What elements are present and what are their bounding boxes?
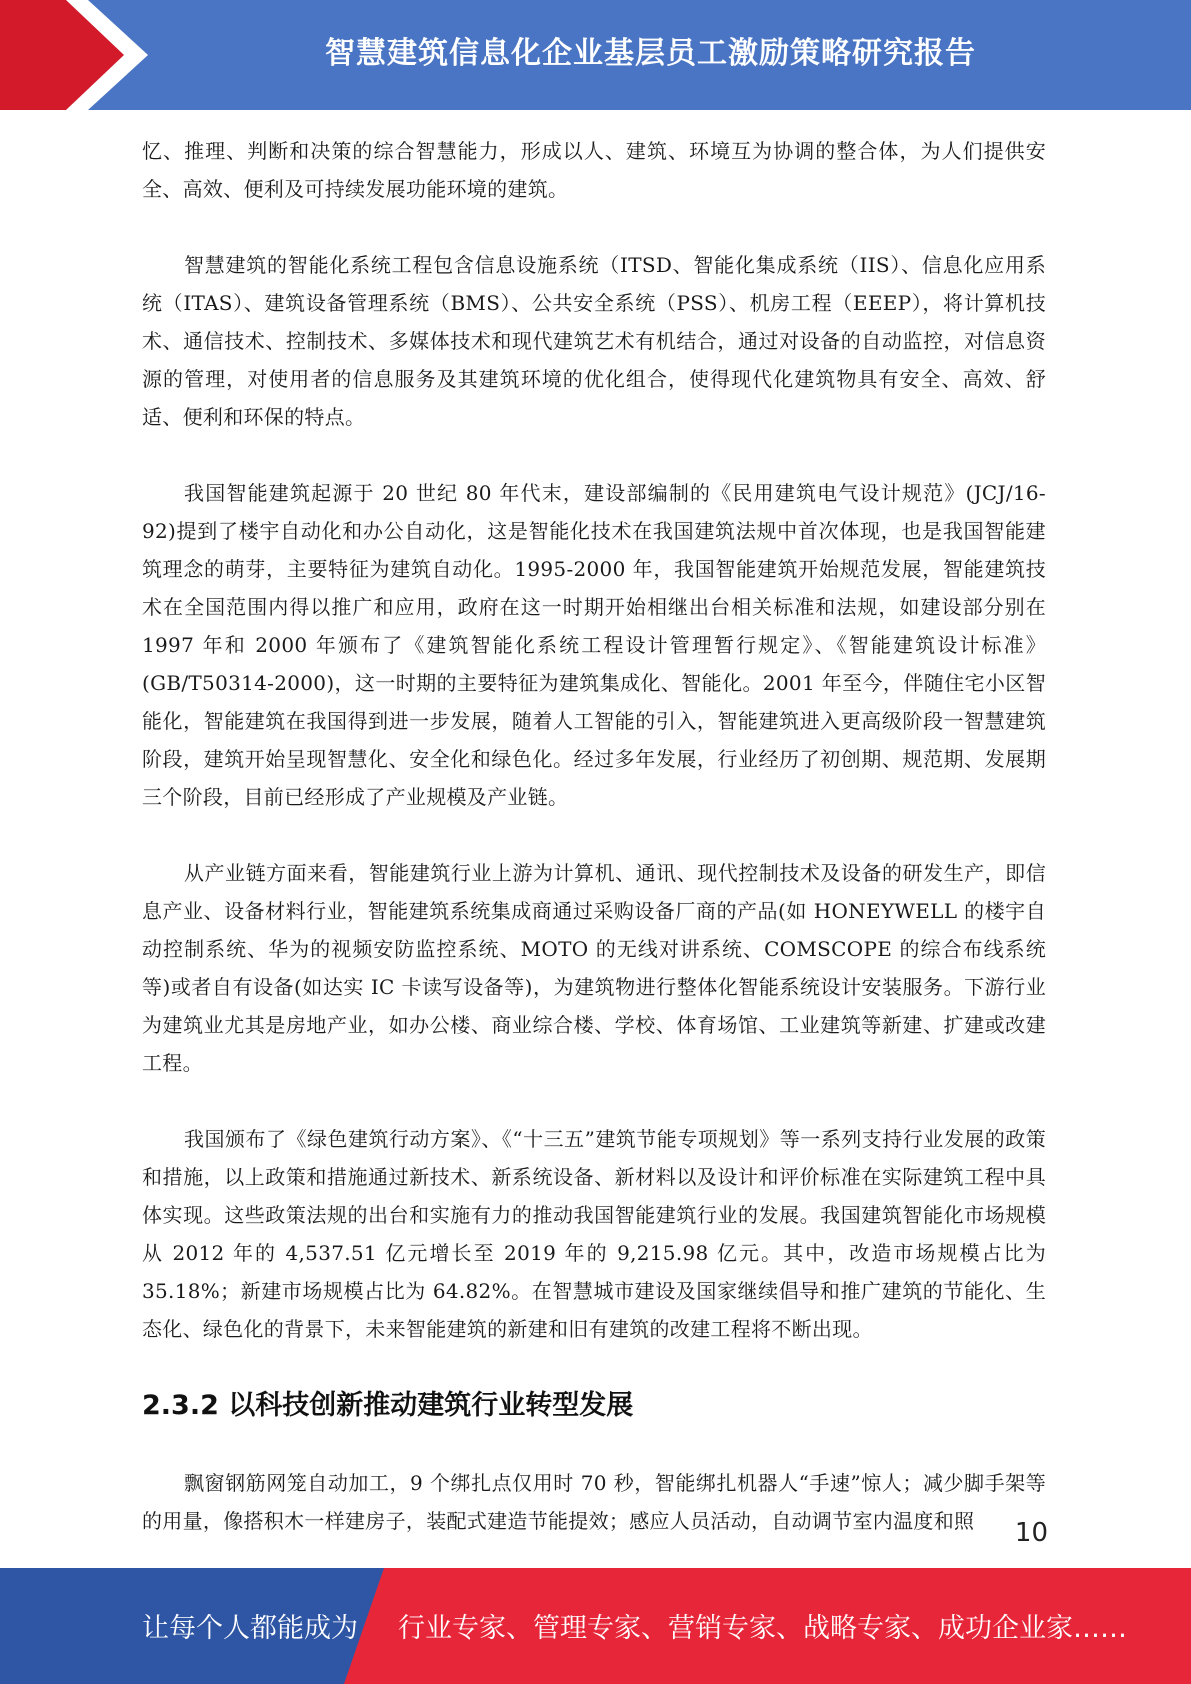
- page-footer: [0, 1568, 1191, 1684]
- paragraph-continuation: 忆、推理、判断和决策的综合智慧能力，形成以人、建筑、环境互为协调的整合体，为人们提供安全、高效、便利及可持续发展功能环境的建筑。: [142, 139, 1046, 201]
- paragraph-tech-innovation: 飘窗钢筋网笼自动加工，9 个绑扎点仅用时 70 秒，智能绑扎机器人“手速”惊人；减少脚手架等的用量，像搭积木一样建房子，装配式建造节能提效；感应人员活动，自动调节室内温度和照: [142, 1471, 1046, 1533]
- report-title: 智慧建筑信息化企业基层员工激励策略研究报告: [325, 36, 976, 71]
- page-header: [0, 0, 1191, 110]
- page-number: 10: [1014, 1518, 1048, 1548]
- section-heading: 2.3.2 以科技创新推动建筑行业转型发展: [142, 1390, 634, 1421]
- paragraph-history: 我国智能建筑起源于 20 世纪 80 年代末，建设部编制的《民用建筑电气设计规范》(JCJ/16-92)提到了楼宇自动化和办公自动化，这是智能化技术在我国建筑法规中首次体现，也是我国智能建筑理念的萌芽，主要特征为建筑自动化。1995-2000 年，我国智能建筑开始规范发展，智能建筑技术在全国范围内得以推广和应用，政府在这一时期开始相继出台相关标准和法规，如建设部分别在 1997 年和 2000 年颁布了《建筑智能化系统工程设计管理暂行规定》、《智能建筑设计标准》(GB/T50314-2000)，这一时期的主要特征为建筑集成化、智能化。2001 年至今，伴随住宅小区智能化，智能建筑在我国得到进一步发展，随着人工智能的引入，智能建筑进入更高级阶段一智慧建筑阶段，建筑开始呈现智慧化、安全化和绿色化。经过多年发展，行业经历了初创期、规范期、发展期三个阶段，目前已经形成了产业规模及产业链。: [142, 481, 1046, 809]
- paragraph-policy-market: 我国颁布了《绿色建筑行动方案》、《“十三五”建筑节能专项规划》等一系列支持行业发展的政策和措施，以上政策和措施通过新技术、新系统设备、新材料以及设计和评价标准在实际建筑工程中具体实现。这些政策法规的出台和实施有力的推动我国智能建筑行业的发展。我国建筑智能化市场规模从 2012 年的 4,537.51 亿元增长至 2019 年的 9,215.98 亿元。其中，改造市场规模占比为 35.18%；新建市场规模占比为 64.82%。在智慧城市建设及国家继续倡导和推广建筑的节能化、生态化、绿色化的背景下，未来智能建筑的新建和旧有建筑的改建工程将不断出现。: [142, 1127, 1046, 1341]
- page-content: [142, 132, 1046, 1578]
- footer-slogan-left: 让每个人都能成为: [142, 1613, 358, 1644]
- footer-slogan-right: 行业专家、管理专家、营销专家、战略专家、成功企业家……: [398, 1613, 1127, 1644]
- paragraph-industry-chain: 从产业链方面来看，智能建筑行业上游为计算机、通讯、现代控制技术及设备的研发生产，即信息产业、设备材料行业，智能建筑系统集成商通过采购设备厂商的产品(如 HONEYWELL 的楼宇自动控制系统、华为的视频安防监控系统、MOTO 的无线对讲系统、COMSCOPE 的综合布线系统等)或者自有设备(如达实 IC 卡读写设备等)，为建筑物进行整体化智能系统设计安装服务。下游行业为建筑业尤其是房地产业，如办公楼、商业综合楼、学校、体育场馆、工业建筑等新建、扩建或改建工程。: [142, 861, 1046, 1075]
- paragraph-intelligent-systems: 智慧建筑的智能化系统工程包含信息设施系统（ITSD、智能化集成系统（IIS）、信息化应用系统（ITAS）、建筑设备管理系统（BMS）、公共安全系统（PSS）、机房工程（EEEP），将计算机技术、通信技术、控制技术、多媒体技术和现代建筑艺术有机结合，通过对设备的自动监控，对信息资源的管理，对使用者的信息服务及其建筑环境的优化组合，使得现代化建筑物具有安全、高效、舒适、便利和环保的特点。: [142, 253, 1046, 429]
